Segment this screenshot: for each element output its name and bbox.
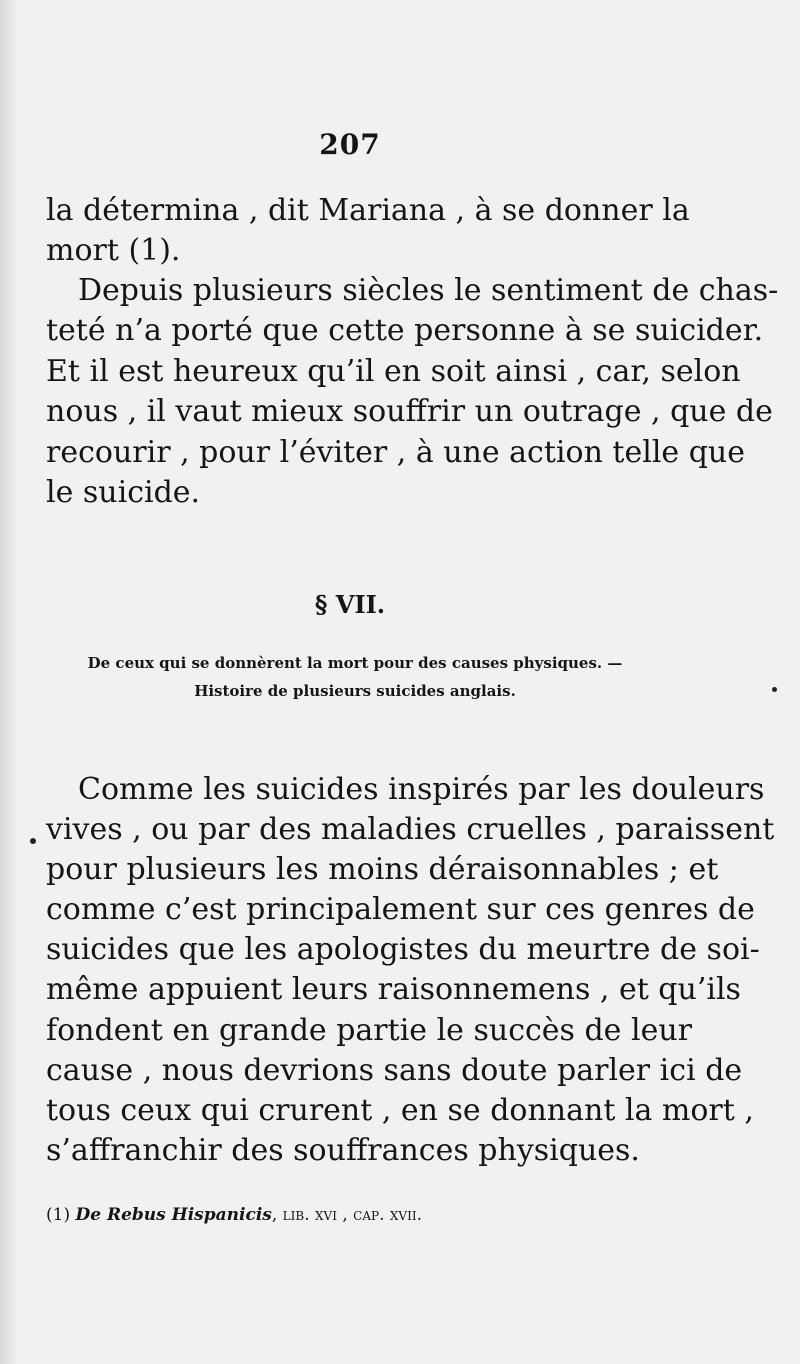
paragraph-3-line-10: s’affranchir des souffrances physiques.: [46, 1133, 640, 1168]
paragraph-2-line-6: le suicide.: [46, 475, 201, 510]
paragraph-1-line-2: mort (1).: [46, 233, 181, 268]
paragraph-3-line-2: vives , ou par des maladies cruelles , paraissent: [46, 812, 775, 847]
margin-speck: [30, 838, 36, 844]
paragraph-2-line-4: nous , il vaut mieux souffrir un outrage , que de: [46, 394, 773, 429]
footnote: [46, 1205, 422, 1225]
margin-speck: [772, 687, 777, 692]
footnote-marker: (1): [46, 1205, 71, 1225]
paragraph-3-line-9: tous ceux qui crurent , en se donnant la mort ,: [46, 1093, 754, 1128]
paragraph-2-line-5: recourir , pour l’éviter , à une action telle que: [46, 435, 745, 470]
paragraph-3-line-3: pour plusieurs les moins déraisonnables ; et: [46, 852, 719, 887]
section-summary-line-1: De ceux qui se donnèrent la mort pour des causes physiques. —: [87, 654, 623, 672]
paragraph-2-line-2: teté n’a porté que cette personne à se suicider.: [46, 313, 764, 348]
paragraph-1-line-1: la détermina , dit Mariana , à se donner la: [46, 193, 690, 228]
paragraph-3-line-7: fondent en grande partie le succès de leur: [46, 1013, 692, 1048]
paragraph-3-line-6: même appuient leurs raisonnemens , et qu’ils: [46, 972, 741, 1007]
paragraph-3-line-5: suicides que les apologistes du meurtre de soi-: [46, 932, 760, 967]
paragraph-3-line-4: comme c’est principalement sur ces genres de: [46, 892, 755, 927]
section-summary-line-2: Histoire de plusieurs suicides anglais.: [194, 682, 516, 700]
page-edge-shadow: [0, 0, 18, 1364]
section-heading: § VII.: [314, 590, 386, 619]
paragraph-2-line-1: Depuis plusieurs siècles le sentiment de chas-: [78, 273, 779, 308]
paragraph-2-line-3: Et il est heureux qu’il en soit ainsi , car, selon: [46, 354, 741, 389]
footnote-reference: , lib. xvi , cap. xvii.: [271, 1205, 422, 1225]
paragraph-3-line-1: Comme les suicides inspirés par les douleurs: [78, 772, 765, 807]
page-number: 207: [319, 128, 381, 161]
footnote-title: De Rebus Hispanicis: [75, 1205, 272, 1225]
paragraph-3-line-8: cause , nous devrions sans doute parler ici de: [46, 1053, 743, 1088]
